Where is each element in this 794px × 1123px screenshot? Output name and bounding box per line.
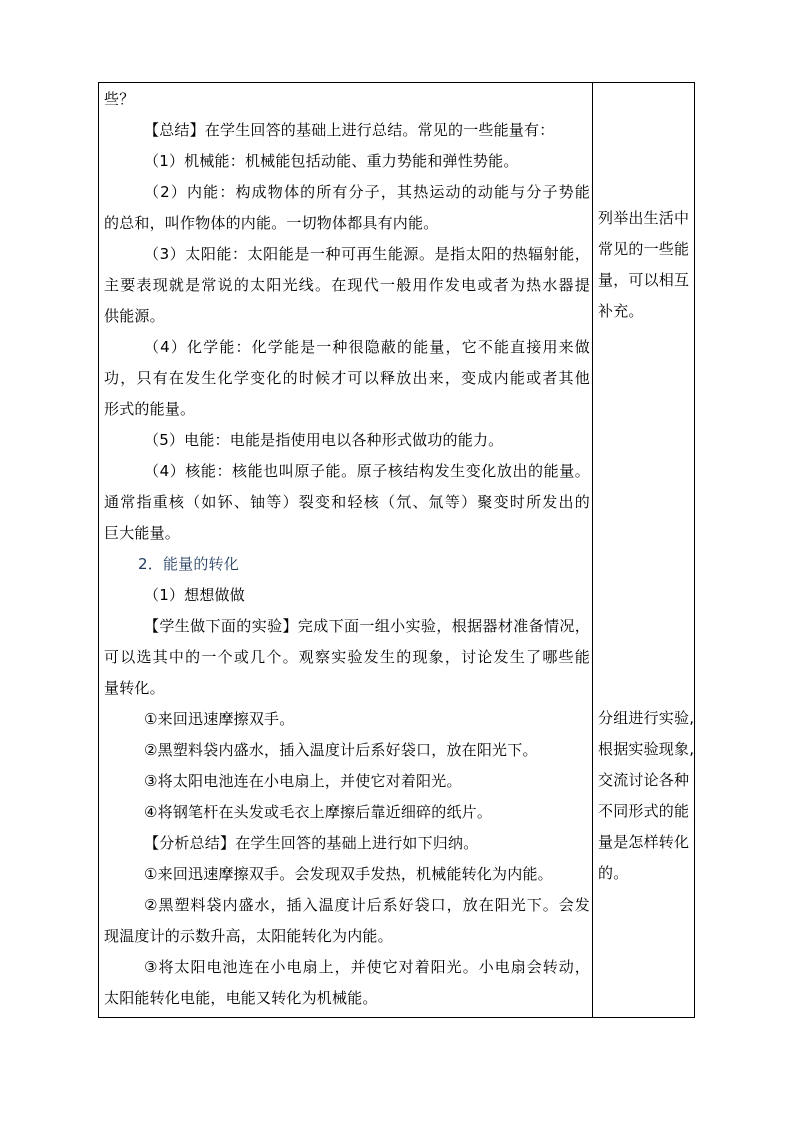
column-divider — [592, 82, 593, 1018]
experiment-item: ②黑塑料袋内盛水，插入温度计后系好袋口，放在阳光下。 — [144, 741, 538, 759]
text-line: 主要表现就是常说的太阳光线。在现代一般用作发电或者为热水器提 — [104, 276, 590, 294]
text-line: 现温度计的示数升高，太阳能转化为内能。 — [104, 927, 393, 945]
experiment-item: ④将钢笔杆在头发或毛衣上摩擦后靠近细碎的纸片。 — [144, 803, 493, 821]
internal-energy-item: （2）内能：构成物体的所有分子，其热运动的动能与分子势能 — [144, 183, 590, 201]
student-activity-note-1 — [598, 203, 692, 327]
analysis-item: ③将太阳电池连在小电扇上，并使它对着阳光。小电扇会转动， — [144, 958, 590, 976]
text-line: 通常指重核（如钚、铀等）裂变和轻核（氘、氚等）聚变时所发出的 — [104, 493, 590, 511]
note-line: 的。 — [598, 864, 629, 882]
solar-energy-item: （3）太阳能：太阳能是一种可再生能源。是指太阳的热辐射能， — [144, 245, 590, 263]
section-heading: 2．能量的转化 — [138, 555, 239, 573]
note-line: 补充。 — [598, 302, 644, 320]
text-line: 些？ — [104, 90, 135, 108]
summary-intro: 【总结】在学生回答的基础上进行总结。常见的一些能量有： — [144, 121, 555, 139]
text-line: 可以选其中的一个或几个。观察实验发生的现象，讨论发生了哪些能 — [104, 648, 590, 666]
text-line: 的总和，叫作物体的内能。一切物体都具有内能。 — [104, 214, 439, 232]
experiment-intro: 【学生做下面的实验】完成下面一组小实验，根据器材准备情况， — [144, 617, 590, 635]
mechanical-energy-item: （1）机械能：机械能包括动能、重力势能和弹性势能。 — [144, 152, 519, 170]
note-line: 常见的一些能 — [598, 240, 690, 258]
analysis-item: ①来回迅速摩擦双手。会发现双手发热，机械能转化为内能。 — [144, 865, 553, 883]
subsection-heading: （1）想想做做 — [144, 586, 245, 604]
electric-energy-item: （5）电能：电能是指使用电以各种形式做功的能力。 — [144, 431, 504, 449]
text-line: 供能源。 — [104, 307, 165, 325]
text-line: 巨大能量。 — [104, 524, 181, 542]
analysis-intro: 【分析总结】在学生回答的基础上进行如下归纳。 — [144, 834, 479, 852]
text-line: 功，只有在发生化学变化的时候才可以释放出来，变成内能或者其他 — [104, 369, 590, 387]
experiment-item: ③将太阳电池连在小电扇上，并使它对着阳光。 — [144, 772, 462, 790]
teaching-content-column — [104, 84, 590, 1014]
student-activity-note-2 — [598, 703, 695, 889]
experiment-item: ①来回迅速摩擦双手。 — [144, 710, 295, 728]
chemical-energy-item: （4）化学能：化学能是一种很隐蔽的能量，它不能直接用来做 — [144, 338, 590, 356]
text-line: 量转化。 — [104, 679, 165, 697]
note-line: 根据实验现象, — [598, 740, 695, 758]
note-line: 不同形式的能 — [598, 802, 690, 820]
analysis-item: ②黑塑料袋内盛水，插入温度计后系好袋口，放在阳光下。会发 — [144, 896, 590, 914]
note-line: 量，可以相互 — [598, 271, 690, 289]
note-line: 交流讨论各种 — [598, 771, 690, 789]
text-line: 太阳能转化电能，电能又转化为机械能。 — [104, 989, 378, 1007]
text-line: 形式的能量。 — [104, 400, 196, 418]
note-line: 量是怎样转化 — [598, 833, 690, 851]
nuclear-energy-item: （4）核能：核能也叫原子能。原子核结构发生变化放出的能量。 — [144, 462, 590, 480]
note-line: 列举出生活中 — [598, 209, 690, 227]
note-line: 分组进行实验, — [598, 709, 695, 727]
